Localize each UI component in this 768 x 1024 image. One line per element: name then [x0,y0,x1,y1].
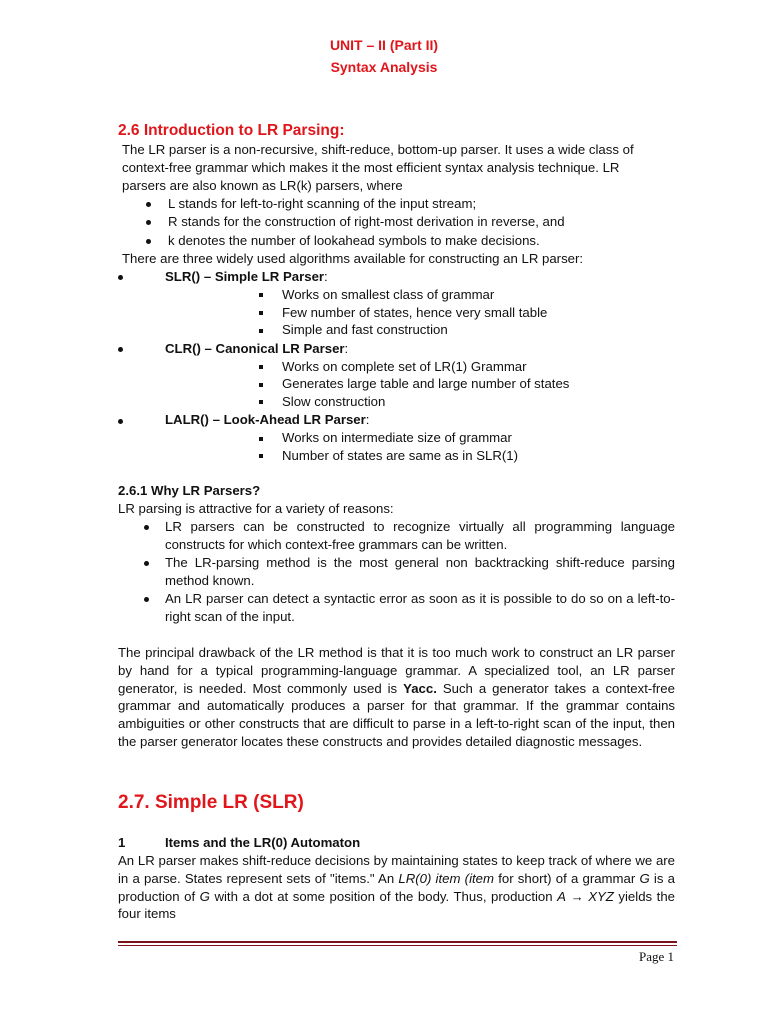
unit-subtitle: Syntax Analysis [330,59,438,75]
arrow-icon: → [565,888,589,904]
algorithm-name: CLR() – Canonical LR Parser [165,341,345,356]
algorithms-intro: There are three widely used algorithms available for constructing an LR parser: [122,251,584,266]
intro-line-1: The LR parser is a non-recursive, shift-reduce, bottom-up parser. It uses a wide class of [122,142,634,157]
slr-paragraph: An LR parser makes shift-reduce decisions by maintaining states to keep track of where we are in a parse. States represent sets of "items." An LR(0) item (item for short) of a grammar G is a production of G with a dot at some position of the body. Thus, production A → XYZ yields the four items [118,853,675,922]
square-bullet [259,329,263,333]
square-bullet [259,437,263,441]
algorithm-point: Few number of states, hence very small table [282,305,548,320]
intro-line-3: parsers are also known as LR(k) parsers, where [122,178,403,193]
algorithm-point: Simple and fast construction [282,322,448,337]
square-bullet [259,365,263,369]
square-bullet [259,454,263,458]
footer-rule [118,945,677,946]
algorithm-clr: CLR() – Canonical LR Parser: [165,341,349,356]
section-heading-2-7: 2.7. Simple LR (SLR) [118,792,304,813]
algorithm-lalr: LALR() – Look-Ahead LR Parser: [165,412,370,427]
algorithm-name: SLR() – Simple LR Parser [165,269,325,284]
reason-item: LR parsers can be constructed to recognize virtually all programming language constructs for which context-free grammars can be written. [165,519,675,552]
k-bullet-1: L stands for left-to-right scanning of the input stream; [168,196,477,211]
square-bullet [259,383,263,387]
page-number: Page 1 [638,949,674,964]
k-bullet-2: R stands for the construction of right-most derivation in reverse, and [168,214,565,229]
bullet-dot [146,239,151,244]
square-bullet [259,293,263,297]
bullet-dot [146,220,151,225]
algorithm-point: Works on smallest class of grammar [282,287,495,302]
subsection-title: Items and the LR(0) Automaton [165,835,361,850]
reason-item: An LR parser can detect a syntactic error as soon as it is possible to do so on a left-to-right scan of the input. [165,591,675,624]
algorithm-point: Number of states are same as in SLR(1) [282,448,519,463]
bullet-dot [118,419,123,424]
bullet-dot [118,275,123,280]
bullet-dot [144,561,149,566]
bullet-dot [144,597,149,602]
k-bullet-3: k denotes the number of lookahead symbols to make decisions. [168,233,540,248]
bullet-dot [144,525,149,530]
algorithm-point: Works on complete set of LR(1) Grammar [282,359,527,374]
subsection-number: 1 [118,835,126,850]
footer-rule [118,941,677,943]
algorithm-point: Works on intermediate size of grammar [282,430,512,445]
bullet-dot [146,202,151,207]
yacc-term: Yacc. [403,680,437,696]
algorithm-point: Slow construction [282,394,386,409]
algorithm-name: LALR() – Look-Ahead LR Parser [165,412,366,427]
square-bullet [259,311,263,315]
algorithm-slr: SLR() – Simple LR Parser: [165,269,328,284]
intro-line-2: context-free grammar which makes it the most efficient syntax analysis technique. LR [122,160,620,175]
section-heading-2-6-1: 2.6.1 Why LR Parsers? [118,483,261,498]
unit-title: UNIT – II (Part II) [329,37,439,53]
section-heading-2-6: 2.6 Introduction to LR Parsing: [118,122,345,139]
reasons-intro: LR parsing is attractive for a variety of reasons: [118,501,394,516]
reason-item: The LR-parsing method is the most general non backtracking shift-reduce parsing method known. [165,555,675,588]
algorithm-point: Generates large table and large number of states [282,376,570,391]
drawback-paragraph: The principal drawback of the LR method is that it is too much work to construct an LR parser by hand for a typical programming-language grammar. A specialized tool, an LR parser generator, is needed. Most commonly used is Yacc. Such a generator takes a context-free grammar and automatically produces a parser for that grammar. If the grammar contains ambiguities or other constructs that are difficult to parse in a left-to-right scan of the input, then the parser generator locates these constructs and provides detailed diagnostic messages. [118,645,675,749]
square-bullet [259,400,263,404]
bullet-dot [118,347,123,352]
